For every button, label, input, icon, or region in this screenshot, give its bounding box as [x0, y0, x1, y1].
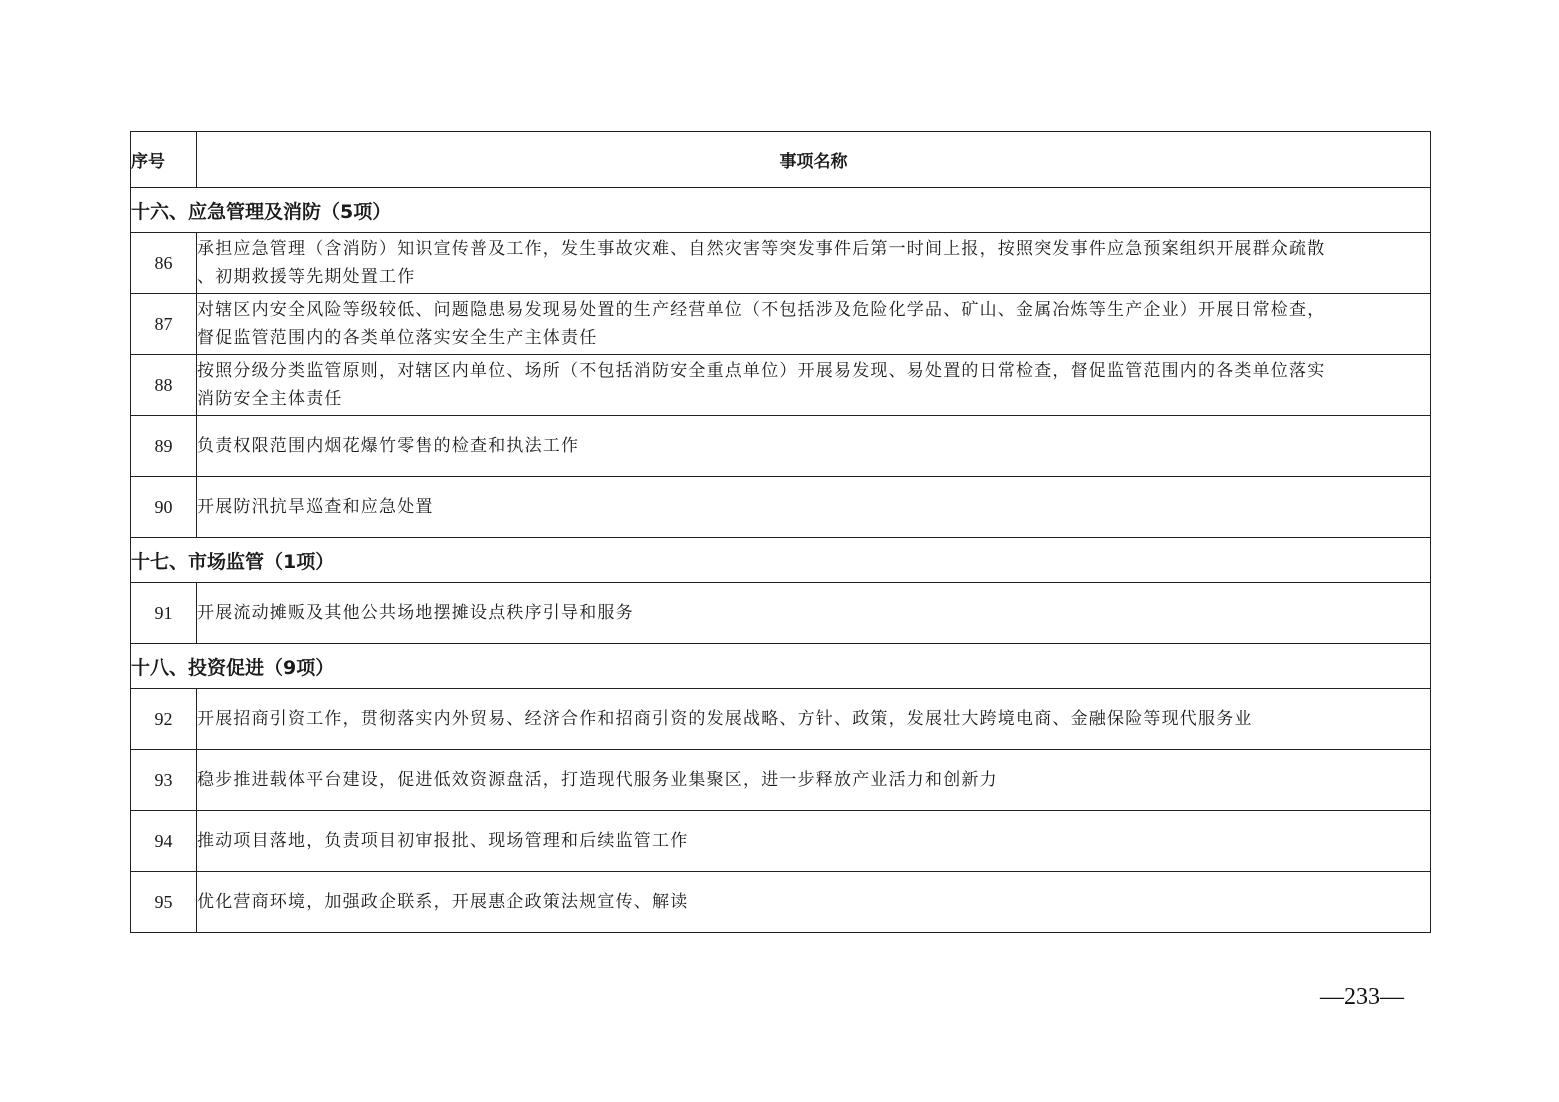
row-number: 87: [131, 294, 197, 355]
row-item-name: [197, 583, 1431, 644]
section-title: 十七、市场监管（1项）: [131, 538, 1431, 583]
row-number: 88: [131, 355, 197, 416]
item-text-line: 推动项目落地，负责项目初审报批、现场管理和后续监管工作: [197, 831, 689, 851]
section-row: [131, 188, 1431, 233]
row-item-name: [197, 477, 1431, 538]
table-row: [131, 583, 1431, 644]
item-text-line: 对辖区内安全风险等级较低、问题隐患易发现易处置的生产经营单位（不包括涉及危险化学品、矿山、金属冶炼等生产企业）开展日常检查，: [197, 300, 1326, 320]
table-row: [131, 233, 1431, 294]
row-number: 93: [131, 750, 197, 811]
row-number: 91: [131, 583, 197, 644]
item-text-line: 开展招商引资工作，贯彻落实内外贸易、经济合作和招商引资的发展战略、方针、政策，发展壮大跨境电商、金融保险等现代服务业: [197, 709, 1253, 729]
item-text-line: 消防安全主体责任: [197, 389, 343, 409]
table-row: [131, 750, 1431, 811]
row-item-name: [197, 872, 1431, 933]
row-item-name: [197, 233, 1431, 294]
row-number: 95: [131, 872, 197, 933]
row-number: 90: [131, 477, 197, 538]
section-row: [131, 538, 1431, 583]
row-item-name: [197, 355, 1431, 416]
row-item-name: [197, 750, 1431, 811]
item-text-line: 稳步推进载体平台建设，促进低效资源盘活，打造现代服务业集聚区，进一步释放产业活力和创新力: [197, 770, 998, 790]
row-number: 86: [131, 233, 197, 294]
items-table: [130, 131, 1431, 933]
section-title: 十八、投资促进（9项）: [131, 644, 1431, 689]
table-row: [131, 811, 1431, 872]
row-item-name: [197, 689, 1431, 750]
row-item-name: [197, 416, 1431, 477]
table-row: [131, 689, 1431, 750]
row-number: 89: [131, 416, 197, 477]
table-row: [131, 477, 1431, 538]
item-text-line: 开展流动摊贩及其他公共场地摆摊设点秩序引导和服务: [197, 603, 634, 623]
item-text-line: 开展防汛抗旱巡查和应急处置: [197, 497, 434, 517]
header-serial-number: 序号: [131, 132, 197, 188]
item-text-line: 督促监管范围内的各类单位落实安全生产主体责任: [197, 328, 598, 348]
row-item-name: [197, 294, 1431, 355]
item-text-line: 按照分级分类监管原则，对辖区内单位、场所（不包括消防安全重点单位）开展易发现、易处置的日常检查，督促监管范围内的各类单位落实: [197, 361, 1326, 381]
item-text-line: 承担应急管理（含消防）知识宣传普及工作，发生事故灾难、自然灾害等突发事件后第一时间上报，按照突发事件应急预案组织开展群众疏散: [197, 239, 1326, 259]
table-row: [131, 294, 1431, 355]
item-text-line: 、初期救援等先期处置工作: [197, 267, 416, 287]
page-number: —233—: [1320, 984, 1404, 1010]
item-text-line: 优化营商环境，加强政企联系，开展惠企政策法规宣传、解读: [197, 892, 689, 912]
header-item-name: 事项名称: [197, 132, 1431, 188]
table-header-row: [131, 132, 1431, 188]
table-row: [131, 872, 1431, 933]
row-number: 92: [131, 689, 197, 750]
item-text-line: 负责权限范围内烟花爆竹零售的检查和执法工作: [197, 436, 580, 456]
table-row: [131, 416, 1431, 477]
table-row: [131, 355, 1431, 416]
row-item-name: [197, 811, 1431, 872]
section-title: 十六、应急管理及消防（5项）: [131, 188, 1431, 233]
row-number: 94: [131, 811, 197, 872]
section-row: [131, 644, 1431, 689]
